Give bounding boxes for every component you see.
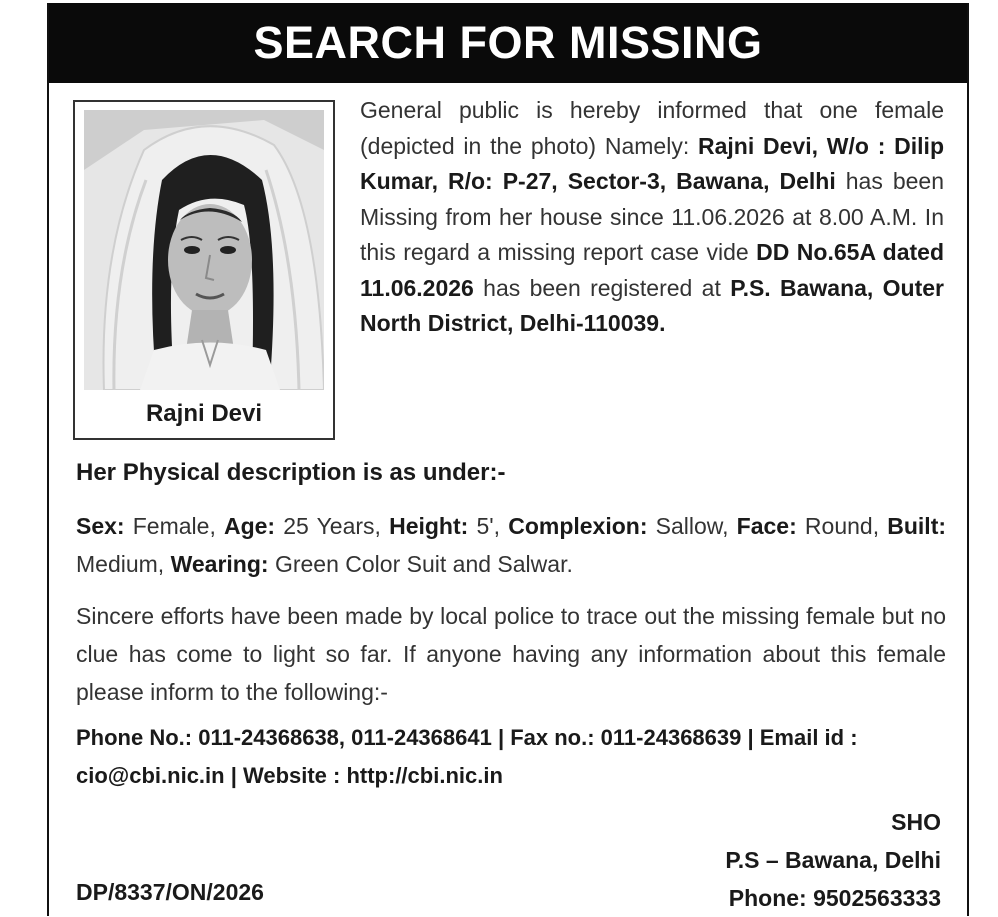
wearing-label: Wearing:	[170, 551, 269, 577]
signature-block	[725, 803, 941, 917]
signature-station: P.S – Bawana, Delhi	[725, 847, 941, 873]
complexion-value: Sallow,	[647, 513, 737, 539]
built-label: Built:	[887, 513, 947, 539]
efforts-paragraph: Sincere efforts have been made by local police to trace out the missing female but no clue has come to light so far. If anyone having any information about this female please inform to the following:-	[76, 603, 946, 705]
signature-phone: Phone: 9502563333	[728, 885, 941, 911]
portrait-image	[84, 110, 324, 390]
missing-person-photo-frame	[73, 100, 335, 440]
notice-header	[49, 3, 967, 83]
intro-police-station: P.S. Bawana, Outer North District, Delhi-110039.	[360, 274, 944, 336]
face-label: Face:	[736, 513, 797, 539]
intro-text-1: General public is hereby informed that one female (depicted in the photo) Namely:	[360, 97, 944, 159]
physical-description	[76, 507, 946, 583]
age-value: 25 Years,	[275, 513, 390, 539]
notice-title: SEARCH FOR MISSING	[253, 17, 763, 68]
description-heading: Her Physical description is as under:-	[76, 459, 506, 486]
complexion-label: Complexion:	[508, 513, 648, 539]
intro-case-ref: DD No.65A dated 11.06.2026	[360, 239, 944, 301]
missing-notice	[47, 3, 969, 916]
age-label: Age:	[223, 513, 276, 539]
signature-title: SHO	[891, 809, 941, 835]
photo-caption: Rajni Devi	[145, 400, 263, 427]
intro-text-2: has been Missing from her house since 11.06.2026 at 8.00 A.M. In this regard a missing report case vide	[360, 168, 945, 265]
notice-top-section	[49, 83, 967, 453]
intro-paragraph	[360, 93, 944, 342]
wearing-value: Green Color Suit and Salwar.	[268, 551, 573, 577]
contact-details: Phone No.: 011-24368638, 011-24368641 | Fax no.: 011-24368639 | Email id : cio@cbi.nic.in | Website : http://cbi.nic.in	[76, 725, 858, 788]
sex-value: Female,	[124, 513, 224, 539]
reference-number: DP/8337/ON/2026	[76, 879, 264, 905]
built-value: Medium,	[76, 551, 171, 577]
face-value: Round,	[796, 513, 888, 539]
intro-name-address: Rajni Devi, W/o : Dilip Kumar, R/o: P-27, Sector-3, Bawana, Delhi	[360, 132, 944, 194]
height-value: 5',	[468, 513, 509, 539]
sex-label: Sex:	[76, 513, 125, 539]
height-label: Height:	[389, 513, 469, 539]
intro-text-3: has been registered at	[473, 274, 731, 301]
missing-person-photo	[84, 110, 324, 390]
